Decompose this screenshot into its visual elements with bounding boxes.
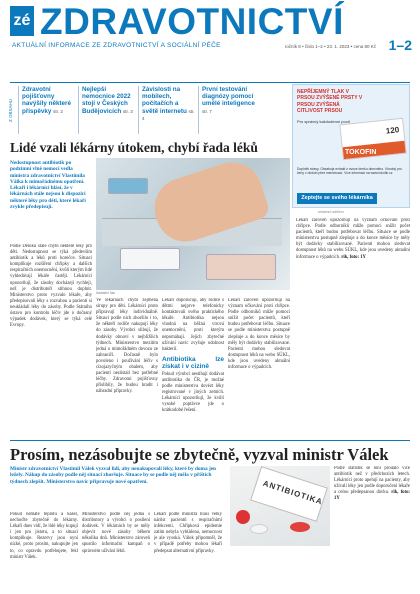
ad-headline: NEPŘÍJEMNÝ TLAK V PRSOU ZVÝŠENÉ PRSTY V PRSOU ZVÝŠENÁ CITLIVOST PRSOU — [297, 89, 363, 114]
story1-col5-text: Lékaři zároveň upozorňují na význam očkování proti chřipce. Podle odborníků může pomoci snížit počet pacientů, kteří budou potřebovat léčbu. Situace se podle ministerstva postupně zlepšuje a do konce měsíce by měly být dodávky stabilizované. Pacienti mohou sledovat dostupnost léků na webu SÚKL, kde jsou uvedeny aktuální informace o výpadcích. — [296, 218, 410, 260]
teaser-title: Závislosti na mobilech, počítačích a světě internetu — [142, 86, 187, 115]
teaser-title: Zdravotní pojišťovny navýšily některé příspěvky — [22, 86, 72, 115]
story2-headline[interactable]: Prosím, nezásobujte se zbytečně, vyzval ministr Válek — [10, 445, 389, 464]
photo-capsule — [236, 510, 250, 524]
teaser-item[interactable] — [138, 86, 196, 134]
publication-subtitle: AKTUÁLNÍ INFORMACE ZE ZDRAVOTNICTVÍ A SOCIÁLNÍ PÉČE — [12, 42, 221, 49]
story2-column-1: Pokud nemáte teplotu a kašel, nechoďte zbytečně do lékárny. Lékaři dnes vidí, že lidé léky kupují i jen pro jistotu, a to situaci komplikuje. Rezervy jsou nyní nízké, proto prosím, nakupujte jen to, co opravdu potřebujete, řekl ministr Válek. — [10, 512, 78, 560]
story2-column-3: Lékaři podle ministra hlásí velký nárůst pacientů s respiračními infekcemi. Chřipková epidemie zatím nebyla vyhlášena, nemocnost je ale vysoká. Válek připomněl, že v případě potřeby mohou lékaři předepsat alternativní přípravky. — [154, 512, 222, 554]
photo-box — [250, 466, 328, 522]
contents-label: Z OBSAHU — [8, 98, 13, 122]
section-divider — [10, 440, 410, 441]
teaser-item[interactable] — [78, 86, 136, 134]
teaser-title: Nejlepší nemocnice 2022 stojí v Českých Budějovicích — [82, 86, 131, 115]
story2-column-4 — [334, 466, 410, 588]
teaser-page: str. 4 — [142, 108, 195, 121]
contents-teasers — [10, 84, 255, 136]
story1-column-2: Ve lékárnách chybí zejména sirupy pro děti. Lékárníci proto připravují léky individuálně. Situaci podle nich zhoršilo i to, že někteří rodiče nakupují léky do zásoby. Výrobci slibují, že dodávky obnoví v nejbližších týdnech. Ministerstvo mezitím jedná o mimořádném dovozu ze zahraničí. Dočasně bylo povoleno i používání léčiv s cizojazyčným obalem, aby pacienti nezůstali bez potřebné léčby. Zdravotní pojišťovny přislíbily, že budou hradit i náhradní přípravky. — [96, 298, 158, 395]
story1-column-5 — [296, 218, 410, 434]
story2-col4-text: Podle statistik se loni prodalo více antibiotik než v předchozích letech. Lékárníci proto apelují na pacienty, aby užívali léky jen podle doporučení lékaře a celou předepsanou dávku. — [334, 466, 410, 496]
story2-column-2: Ministerstvo podle něj jedná s distributory a výrobci o posílení dodávek. V lékárnách by se měly objevit nové zásoby během několika dnů. Ministerstvo zároveň spustilo informační kampaň o správném užívání léků. — [82, 512, 150, 554]
publication-title[interactable]: ZDRAVOTNICTVÍ — [40, 1, 344, 42]
story1-column-3 — [162, 298, 224, 434]
story1-lede: Nedostupnost antibiotik po podzimní vlně nemocí vedla ministra zdravotnictví Vlastimila Válka k mimořádnému opatření. Lékaři i lékárníci hlásí, že v lékárnách stále nejsou k dispozici některé léky pro děti, které lékaři zvykle předepisují. — [10, 160, 86, 211]
story2-lede: Ministr zdravotnictví Vlastimil Válek vyzval lidi, aby nenakupovali léky, které by doma jen ležely. Nákup do zásoby podle něj situaci zhoršuje. Situace by se podle něj měla v příštích týdnech zlepšit. Ministerstvo navíc připravuje nové opatření. — [10, 466, 217, 485]
page-range: 1–2 — [388, 37, 412, 53]
teaser-title: První testování diagnózy pomocí umělé inteligence — [202, 86, 255, 108]
photo-pill-pack — [120, 248, 180, 270]
teaser-page: str. 7 — [202, 108, 212, 114]
story1-headline[interactable]: Lidé vzali lékárny útokem, chybí řada léků — [10, 140, 258, 155]
photo-capsule — [290, 522, 310, 532]
ad-label: reklamní sdělení — [318, 210, 344, 214]
story1-col3-text: Lékaři doporučují, aby rodiče s dětmi nejprve telefonicky kontaktovali svého praktického lékaře. Antibiotika nejsou vhodná na běžná virová onemocnění, proti kterým nepomáhají. Jejich zbytečné užívání navíc zvyšuje odolnost bakterií. — [162, 298, 224, 352]
masthead-divider — [10, 82, 410, 83]
photo-capsule — [250, 524, 268, 534]
story1-column-1: Podle Deníku stále chybí některé léky pro děti. Nedostupnost se týká především antibiotik a léků proti horečce. Situaci komplikuje rozšíření chřipky a dalších respiračních onemocnění, kvůli kterým lidé vyhledávají lékaře častěji. Lékárníci upozorňují, že zásoby docházejí rychleji, než je distributoři stihnou doplnit. Ministerstvo proto vyzvalo lékaře, aby předepisovali léky s rozvahou a pacienti si neukládali léky do zásoby. Podle Státního ústavu pro kontrolu léčiv jde o dočasný výpadek dodávek, který se týká celé Evropy. — [10, 244, 92, 329]
advertisement[interactable] — [292, 84, 410, 208]
pack-count: 120 — [385, 125, 400, 136]
teaser-item[interactable] — [18, 86, 76, 134]
masthead — [10, 1, 412, 58]
ad-brand: TOKOFIN — [345, 149, 377, 156]
ad-disclaimer: Doplněk stravy. Obsahuje extrakt z ovoce drmku obecného. Vhodný pro ženy v období před menstruací. Více informací na www.tokofin.cz — [297, 167, 402, 175]
story1-byline: rik, foto: 1Y — [341, 254, 366, 260]
photo-pill-pack — [108, 178, 148, 194]
teaser-page: str. 3 — [122, 108, 133, 114]
story1-col3b-text: Pokud výrobci nestíhají dodávat antibiotika do ČR, je možné podle ministerstva dovézt léky registrované v jiných zemích. Lékárníci upozorňují, že kvůli vysoké poptávce jde o krátkodobé řešení. — [162, 371, 224, 414]
ad-cta-button[interactable]: Zeptejte se svého lékárníka — [297, 193, 377, 204]
story1-subhead: Antibiotika lze získat i v cizině — [162, 355, 224, 371]
ad-subline: Pro správný každodenní pocit — [297, 119, 350, 124]
story1-photo — [96, 158, 290, 290]
story1-col4-text: Lékaři zároveň upozorňují na význam očkování proti chřipce. Podle odborníků může pomoci snížit počet pacientů, kteří budou potřebovat léčbu. Situace se podle ministerstva postupně zlepšuje a do konce měsíce by měly být dodávky stabilizované. Pacienti mohou sledovat dostupnost léků na webu SÚKL, kde jsou uvedeny aktuální informace o výpadcích. — [228, 298, 290, 371]
photo-pill-pack — [206, 254, 276, 280]
story2-byline: rik, foto: 1Y — [334, 490, 410, 502]
teaser-page: str. 2 — [53, 108, 63, 114]
logo-box[interactable]: zé — [10, 6, 34, 36]
story1-caption: Ilustrační foto — [96, 291, 116, 295]
photo-box-label: ANTIBIOTIKA — [261, 478, 325, 507]
story1-column-4 — [228, 298, 290, 434]
teaser-item[interactable] — [198, 86, 256, 134]
story2-photo — [230, 466, 330, 546]
issue-info: ročník 8 • číslo 1–2 • 23. 1. 2023 • cena 80 Kč — [284, 44, 376, 49]
